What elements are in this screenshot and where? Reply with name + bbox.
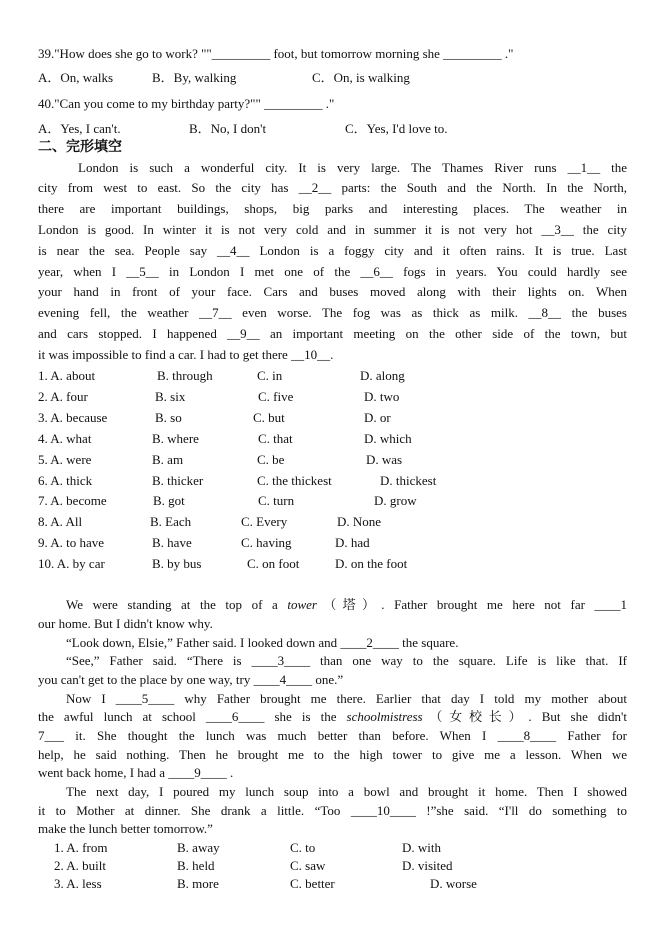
option-5b: B. am [152,452,184,467]
option-2b: B. six [155,389,186,404]
option-8a: 8. A. All [38,514,83,529]
passage2-text: （塔）. Father brought me here not far ____1 [317,597,627,612]
passage2-line: “See,” Father said. “There is ____3____ than one way to the square. Life is like that. If [66,653,627,668]
option-7d: D. grow [374,493,417,508]
p2-option-3a: 3. A. less [54,876,102,891]
passage1-line: evening fell, the weather __7__ even worse. The fog was as thick as milk. __8__ the buses [38,305,627,320]
option-1b: B. through [157,368,213,383]
p2-option-1a: 1. A. from [54,840,108,855]
passage2-text: We were standing at the top of a [66,597,288,612]
option-4d: D. which [364,431,412,446]
question-40-option-a: A．Yes, I can't. [38,121,121,136]
passage1-line: city from west to east. So the city has __2__ parts: the South and the North. In the North, [38,180,627,195]
p2-option-1c: C. to [290,840,316,855]
passage2-line: “Look down, Elsie,” Father said. I looked down and ____2____ the square. [66,635,459,650]
option-10b: B. by bus [152,556,202,571]
schoolmistress-word: schoolmistress [346,709,423,724]
passage1-line: is near the sea. People say __4__ London is a foggy city and it often rains. It is true. Last [38,243,627,258]
option-3a: 3. A. because [38,410,108,425]
p2-option-3d: D. worse [430,876,477,891]
option-2c: C. five [258,389,294,404]
question-39-option-b: B．By, walking [152,70,237,85]
passage2-line [38,709,627,725]
option-6b: B. thicker [152,473,204,488]
passage1-line: and cars stopped. I happened __9__ an important meeting on the other side of the town, but [38,326,627,341]
p2-option-2c: C. saw [290,858,326,873]
section-heading: 二、完形填空 [38,139,122,155]
option-5c: C. be [257,452,285,467]
option-6c: C. the thickest [257,473,332,488]
passage1-line: your hand in front of your face. Cars and buses moved along with their lights on. When [38,284,627,299]
option-9d: D. had [335,535,370,550]
option-1a: 1. A. about [38,368,96,383]
option-3c: C. but [253,410,285,425]
passage2-line: The next day, I poured my lunch soup into a bowl and brought it home. Then I showed [66,784,627,799]
option-8d: D. None [337,514,382,529]
passage1-line: it was impossible to find a car. I had to get there __10__. [38,347,334,362]
passage1-line: London is such a wonderful city. It is very large. The Thames River runs __1__ the [78,160,627,175]
p2-option-2b: B. held [177,858,215,873]
option-7b: B. got [153,493,185,508]
p2-option-1d: D. with [402,840,441,855]
passage1-line: there are important buildings, shops, big parks and interesting places. The weather in [38,201,627,216]
passage2-line: make the lunch better tomorrow.” [38,821,213,836]
passage2-line: our home. But I didn't know why. [38,616,213,631]
option-5a: 5. A. were [38,452,92,467]
p2-option-3b: B. more [177,876,219,891]
option-7c: C. turn [258,493,295,508]
option-2d: D. two [364,389,400,404]
option-3b: B. so [155,410,182,425]
option-10d: D. on the foot [335,556,408,571]
option-8b: B. Each [150,514,192,529]
option-9b: B. have [152,535,192,550]
option-5d: D. was [366,452,403,467]
p2-option-2a: 2. A. built [54,858,107,873]
option-10c: C. on foot [247,556,300,571]
passage1-line: year, when I __5__ in London I met one of the __6__ fogs in years. You could hardly see [38,264,627,279]
option-1c: C. in [257,368,283,383]
option-6a: 6. A. thick [38,473,93,488]
tower-word: tower [287,597,317,612]
option-4b: B. where [152,431,199,446]
option-10a: 10. A. by car [38,556,105,571]
option-2a: 2. A. four [38,389,88,404]
passage2-line: you can't get to the place by one way, try ____4____ one.” [38,672,344,687]
question-39-option-a: A．On, walks [38,70,114,85]
option-8c: C. Every [241,514,288,529]
p2-option-2d: D. visited [402,858,453,873]
passage2-line: 7___ it. She thought the lunch was much better than before. When I ____8____ Father for [38,728,627,743]
passage2-line: it to Mother at dinner. She drank a little. “Too ____10____ !”she said. “I'll do something to [38,803,627,818]
option-4c: C. that [258,431,293,446]
option-6d: D. thickest [380,473,437,488]
option-7a: 7. A. become [38,493,107,508]
p2-option-3c: C. better [290,876,335,891]
question-39-option-c: C．On, is walking [312,70,410,85]
question-39-stem: 39."How does she go to work? ""_________ foot, but tomorrow morning she _________ ." [38,46,514,61]
option-3d: D. or [364,410,391,425]
passage2-text: the awful lunch at school ____6____ she is the [38,709,347,724]
passage2-text: （女校长）. But she didn't [422,709,627,724]
option-9c: C. having [241,535,292,550]
passage2-line: Now I ____5____ why Father brought me there. Earlier that day I told my mother about [66,691,627,706]
question-40-option-c: C．Yes, I'd love to. [345,121,448,136]
passage2-line: help, he said nothing. Then he brought me to the high tower to give me a lesson. When we [38,747,627,762]
passage1-line: London is good. In winter it is not very cold and in summer it is not very hot __3__ the city [38,222,627,237]
p2-option-1b: B. away [177,840,220,855]
option-1d: D. along [360,368,405,383]
question-40-option-b: B．No, I don't [189,121,267,136]
passage2-line: went back home, I had a ____9____ . [38,765,234,780]
option-9a: 9. A. to have [38,535,105,550]
question-40-stem: 40."Can you come to my birthday party?"" _________ ." [38,96,335,111]
option-4a: 4. A. what [38,431,92,446]
passage2-line [66,597,627,613]
